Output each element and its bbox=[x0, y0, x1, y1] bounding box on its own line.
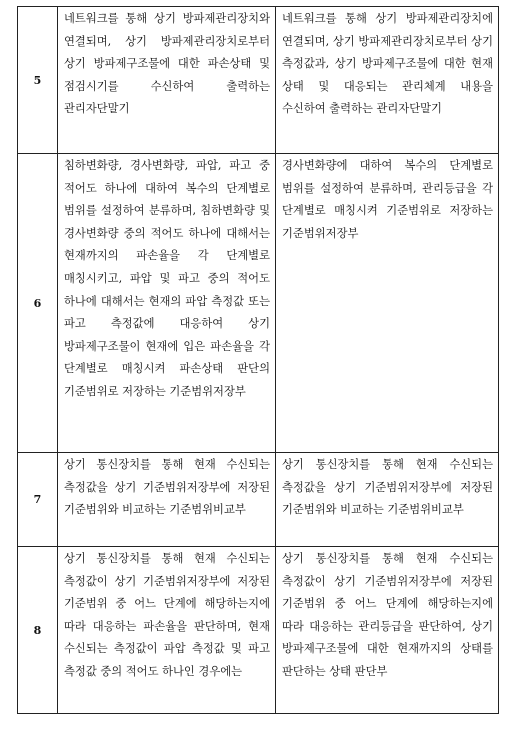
table-row bbox=[18, 154, 499, 453]
table-row bbox=[18, 453, 499, 547]
row-number: 7 bbox=[18, 453, 58, 547]
left-cell-text: 네트워크를 통해 상기 방파제관리장치와 연결되며, 상기 방파제관리장치로부터 상기 방파제구조물에 대한 파손상태 및 점검시기를 수신하여 출력하는 관리자단말기 bbox=[64, 12, 270, 116]
row-number: 6 bbox=[18, 154, 58, 453]
table-row bbox=[18, 547, 499, 714]
right-cell-text: 경사변화량에 대하여 복수의 단계별로 범위를 설정하여 분류하며, 관리등급을 각 단계별로 매칭시켜 기준범위로 저장하는 기준범위저장부 bbox=[282, 159, 493, 240]
left-cell-text: 상기 통신장치를 통해 현재 수신되는 측정값이 상기 기준범위저장부에 저장된 기준범위 중 어느 단계에 해당하는지에 따라 대응하는 파손율을 판단하며, 현재 수신되는 측정값이 파압 측정값 및 파고 측정값 중의 적어도 하나인 경우에는 bbox=[64, 552, 270, 678]
right-cell bbox=[276, 547, 499, 714]
left-cell-text: 상기 통신장치를 통해 현재 수신되는 측정값을 상기 기준범위저장부에 저장된 기준범위와 비교하는 기준범위비교부 bbox=[64, 458, 270, 517]
left-cell bbox=[58, 154, 276, 453]
table-row bbox=[18, 7, 499, 154]
left-cell bbox=[58, 7, 276, 154]
left-cell-text: 침하변화량, 경사변화량, 파압, 파고 중 적어도 하나에 대하여 복수의 단계별로 범위를 설정하여 분류하며, 침하변화량 및 경사변화량 중의 적어도 하나에 대해서는 현재까지의 파손율을 각 단계별로 매칭시키고, 파압 및 파고 중의 적어도 하나에 대해서는 현재의 파압 측정값 또는 파고 측정값에 대응하여 상기 방파제구조물이 현재에 입은 파손율을 각 단계별로 매칭시켜 파손상태 판단의 기준범위로 저장하는 기준범위저장부 bbox=[64, 159, 270, 398]
left-cell bbox=[58, 453, 276, 547]
claims-comparison-table bbox=[17, 6, 499, 714]
left-cell bbox=[58, 547, 276, 714]
right-cell bbox=[276, 7, 499, 154]
right-cell-text: 네트워크를 통해 상기 방파제관리장치에 연결되며, 상기 방파제관리장치로부터 상기 측정값과, 상기 방파제구조물에 대한 현재 상태 및 대응되는 관리체계 내용을 수신하여 출력하는 관리자단말기 bbox=[282, 12, 493, 116]
right-cell-text: 상기 통신장치를 통해 현재 수신되는 측정값을 상기 기준범위저장부에 저장된 기준범위와 비교하는 기준범위비교부 bbox=[282, 458, 493, 517]
right-cell bbox=[276, 453, 499, 547]
right-cell-text: 상기 통신장치를 통해 현재 수신되는 측정값이 상기 기준범위저장부에 저장된 기준범위 중 어느 단계에 해당하는지에 따라 대응하는 관리등급을 판단하여, 상기 방파제구조물에 대한 현재까지의 상태를 판단하는 상태 판단부 bbox=[282, 552, 493, 678]
right-cell bbox=[276, 154, 499, 453]
row-number: 8 bbox=[18, 547, 58, 714]
row-number: 5 bbox=[18, 7, 58, 154]
